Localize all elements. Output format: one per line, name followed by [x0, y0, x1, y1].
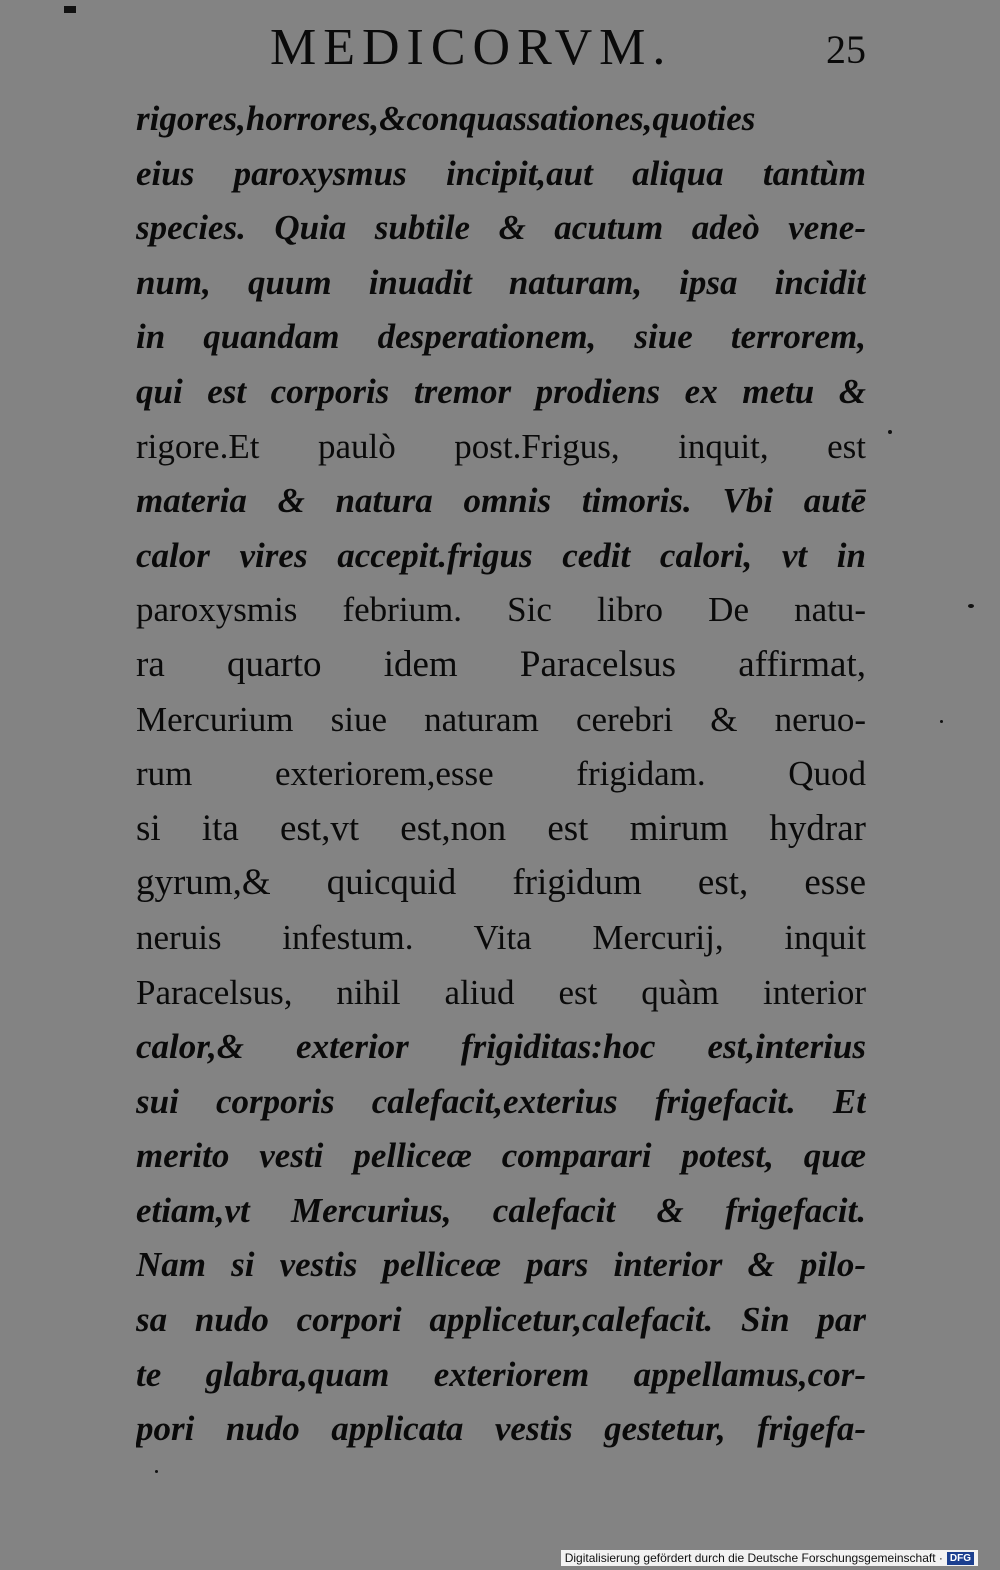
text-line: rigores,horrores,&conquassationes,quoties: [136, 99, 756, 138]
text-line: neruis infestum. Vita Mercurij, inquit: [136, 917, 866, 957]
text-line: Mercurium siue naturam cerebri & neruo-: [136, 699, 866, 739]
text-line: eius paroxysmus incipit,aut aliqua tantùm: [136, 153, 866, 193]
text-line: te glabra,quam exteriorem appellamus,cor-: [136, 1354, 866, 1394]
text-line: rigore.Et paulò post.Frigus, inquit, est: [136, 426, 866, 466]
text-line: ra quarto idem Paracelsus affirmat,: [136, 643, 866, 685]
text-line: pori nudo applicata vestis gestetur, frigefa-: [136, 1409, 866, 1449]
ink-speck: [888, 430, 892, 434]
corner-ink-mark: [64, 6, 76, 13]
text-line: merito vesti pelliceæ comparari potest, quæ: [136, 1136, 866, 1176]
text-line: etiam,vt Mercurius, calefacit & frigefacit.: [136, 1190, 866, 1230]
text-line: sui corporis calefacit,exterius frigefacit. Et: [136, 1081, 866, 1121]
dfg-logo: DFG: [947, 1552, 974, 1565]
body-text: [136, 92, 866, 1457]
text-line: calor vires accepit.frigus cedit calori, vt in: [136, 535, 866, 575]
text-line: calor,& exterior frigiditas:hoc est,interius: [136, 1027, 866, 1067]
text-line: paroxysmis febrium. Sic libro De natu-: [136, 590, 866, 630]
page-number: 25: [826, 27, 866, 72]
text-line: sa nudo corpori applicetur,calefacit. Sin par: [136, 1300, 866, 1340]
text-line: species. Quia subtile & acutum adeò vene-: [136, 208, 866, 248]
text-line: si ita est,vt est,non est mirum hydrar: [136, 807, 866, 849]
text-line: in quandam desperationem, siue terrorem,: [136, 317, 866, 357]
text-line: rum exteriorem,esse frigidam. Quod: [136, 754, 866, 794]
text-line: Nam si vestis pelliceæ pars interior & pilo-: [136, 1245, 866, 1285]
digitization-credit: [561, 1550, 978, 1566]
credit-text: Digitalisierung gefördert durch die Deutsche Forschungsgemeinschaft ·: [564, 1551, 943, 1565]
text-line: num, quum inuadit naturam, ipsa incidit: [136, 262, 866, 302]
text-line: qui est corporis tremor prodiens ex metu &: [136, 371, 866, 411]
text-line: materia & natura omnis timoris. Vbi autē: [136, 481, 866, 521]
ink-speck: [155, 1470, 158, 1473]
running-head: MEDICORVM.: [270, 19, 673, 76]
ink-speck: [968, 604, 974, 608]
ink-speck: [940, 720, 943, 723]
text-line: Paracelsus, nihil aliud est quàm interior: [136, 972, 866, 1012]
text-line: gyrum,& quicquid frigidum est, esse: [136, 862, 866, 904]
